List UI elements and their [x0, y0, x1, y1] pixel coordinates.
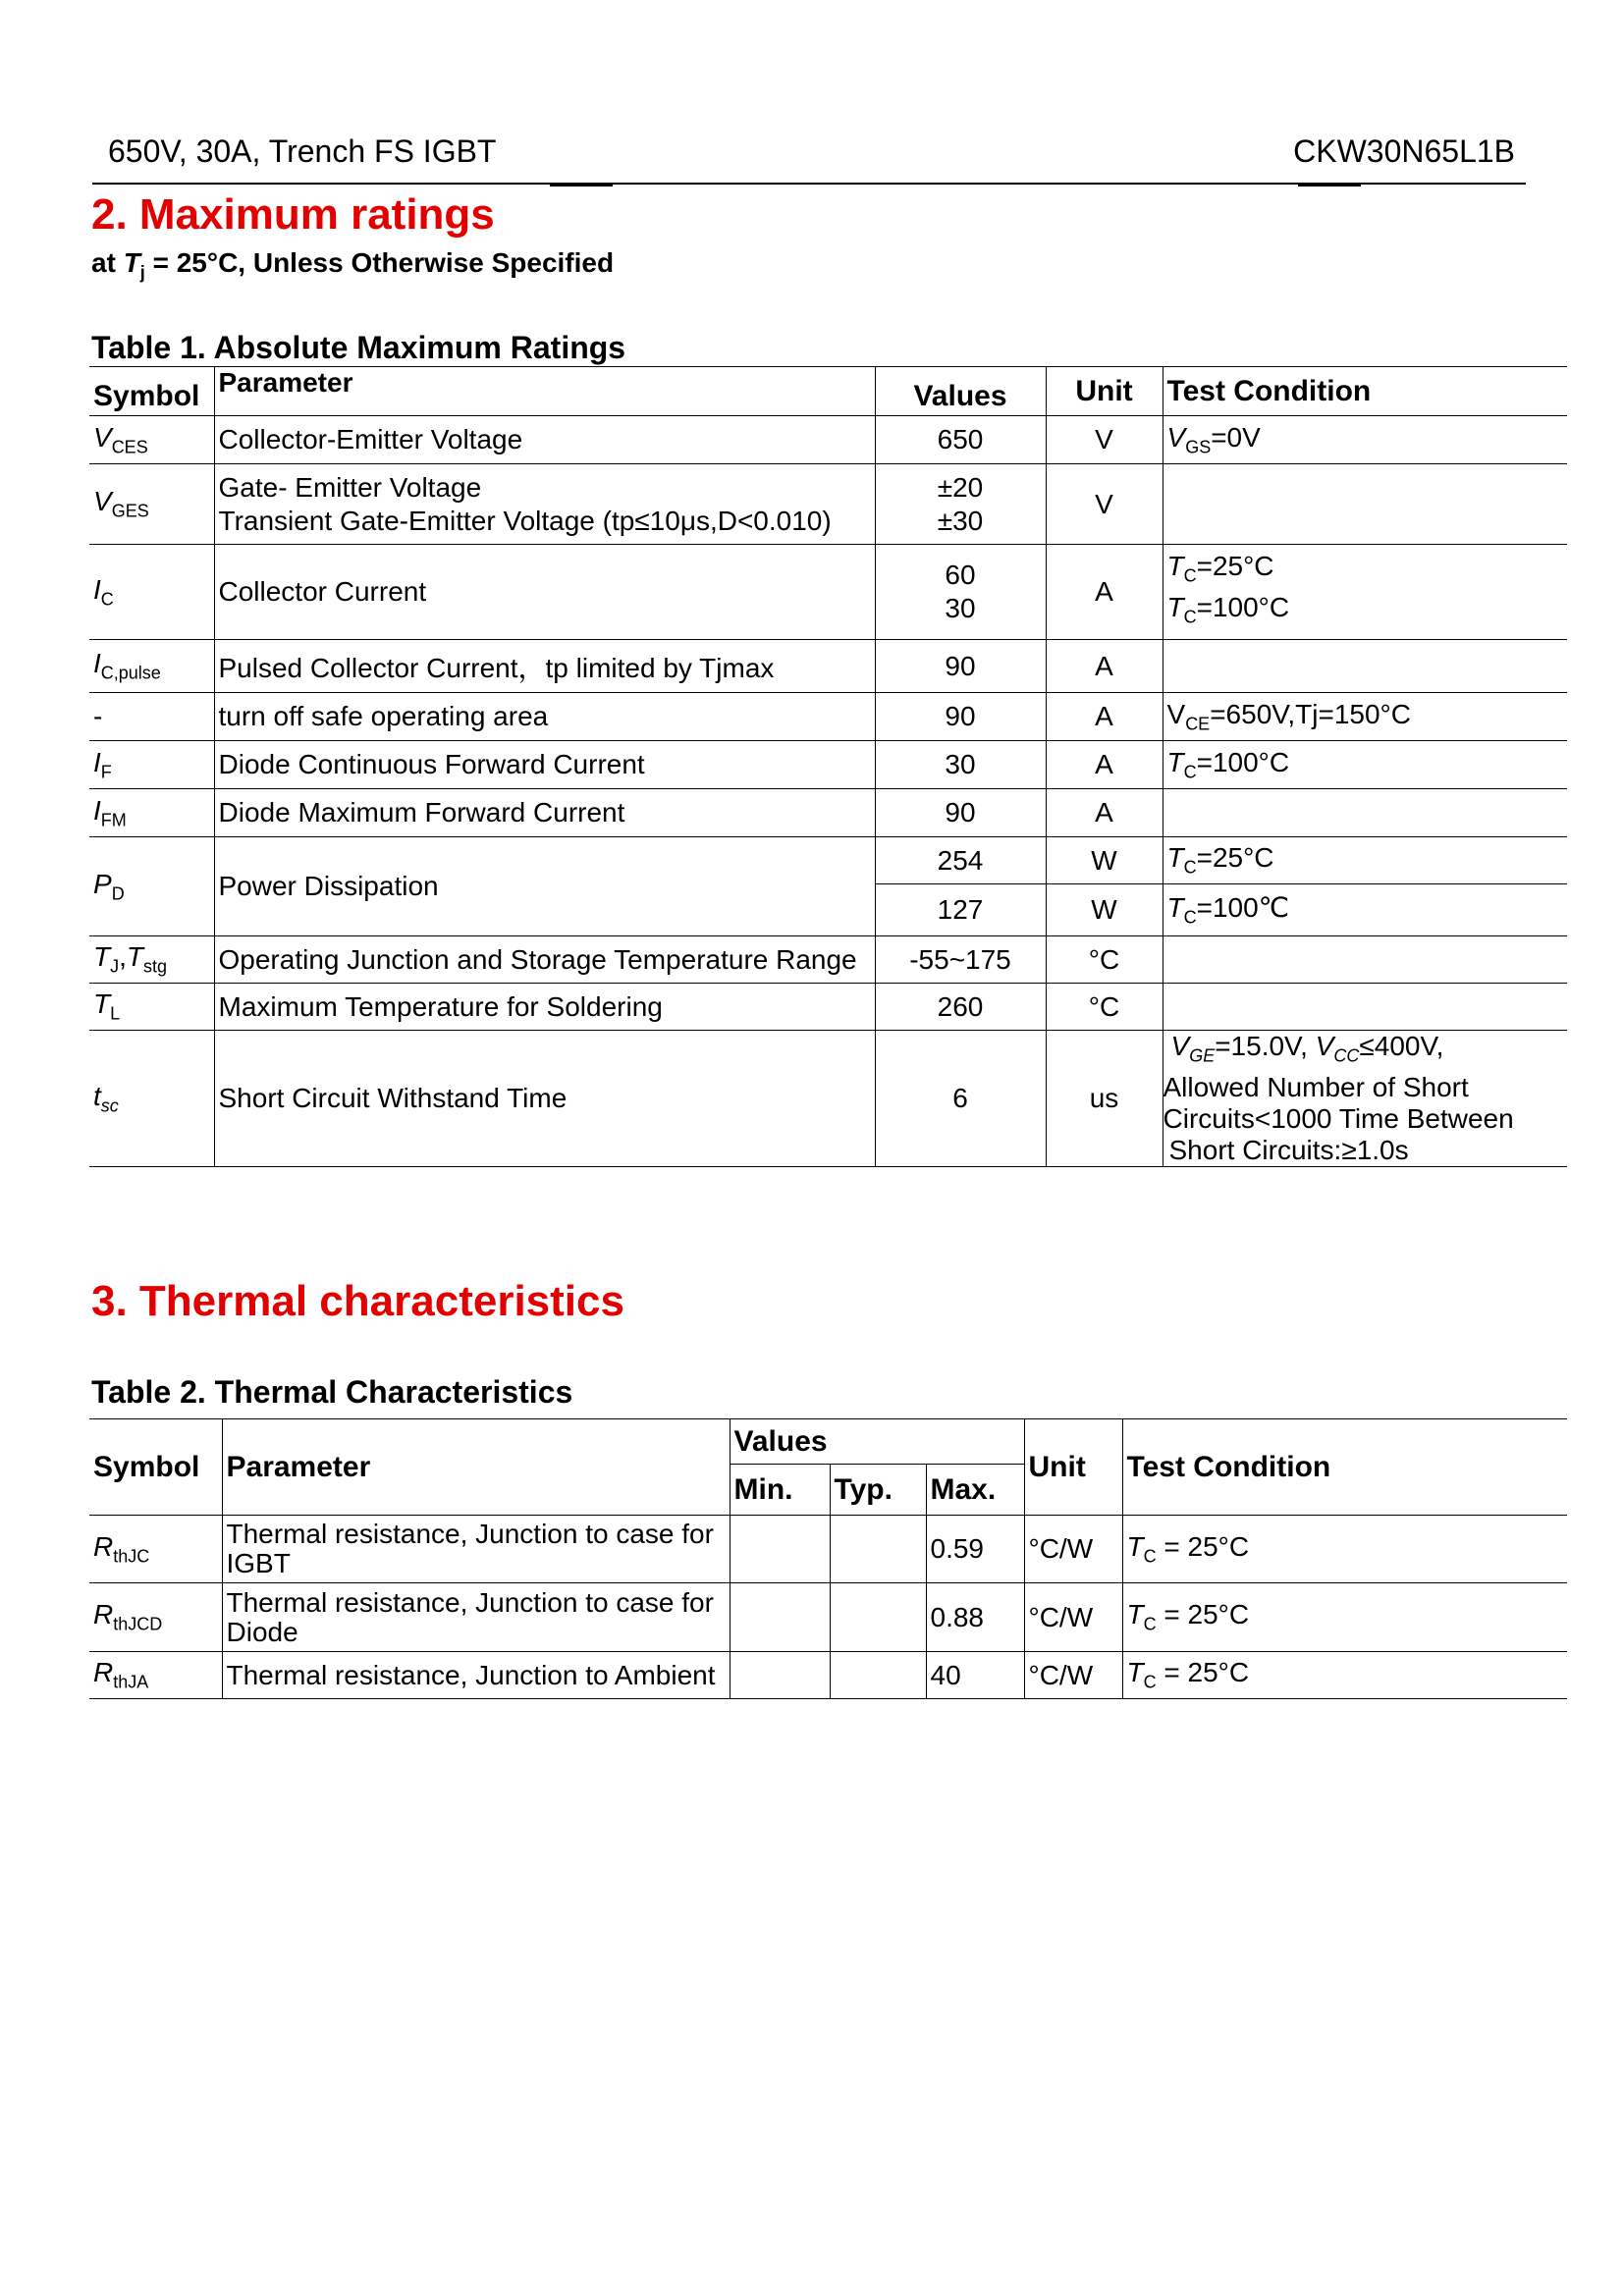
unit-cell: A: [1046, 789, 1163, 837]
value-cell: -55~175: [875, 936, 1046, 984]
col-parameter: Parameter: [222, 1419, 730, 1516]
col-unit: Unit: [1024, 1419, 1122, 1516]
condition-cell: [1163, 936, 1567, 984]
condition-cell: $T_C = 25^\circ C$: [1126, 1599, 1250, 1634]
table-header-row: [89, 1419, 1567, 1465]
table-header-row: [89, 367, 1567, 416]
absolute-maximum-ratings-table: [89, 366, 1567, 1167]
parameter-cell: Gate- Emitter Voltage Transient Gate-Emitter Voltage (tp≤10μs,D<0.010): [214, 464, 875, 545]
symbol-cell: $T_L$: [89, 984, 214, 1031]
table-row: [89, 464, 1567, 545]
typ-cell: [830, 1516, 926, 1583]
unit-cell: A: [1046, 640, 1163, 693]
value-cell: 30: [875, 741, 1046, 789]
unit-cell: V: [1046, 464, 1163, 545]
table-row: [89, 416, 1567, 464]
table-row: [89, 936, 1567, 984]
unit-cell: A: [1046, 693, 1163, 741]
parameter-cell: Operating Junction and Storage Temperature Range: [214, 936, 875, 984]
value-cell: 90: [875, 640, 1046, 693]
parameter-cell: Diode Maximum Forward Current: [214, 789, 875, 837]
parameter-cell: Thermal resistance, Junction to Ambient: [222, 1652, 730, 1699]
condition-cell: [1163, 984, 1567, 1031]
symbol-cell: $T_J,T_{stg}$: [89, 936, 214, 984]
min-cell: [730, 1516, 830, 1583]
max-cell: 0.59: [926, 1516, 1024, 1583]
value-cell: 650: [875, 416, 1046, 464]
parameter-cell: Pulsed Collector Current，tp limited by Tjmax: [214, 640, 875, 693]
table-row: [89, 640, 1567, 693]
unit-cell: W: [1046, 884, 1163, 936]
table-row: [89, 984, 1567, 1031]
condition-cell: [1163, 464, 1567, 545]
condition-cell: $T_C = 25^\circ C$: [1126, 1530, 1250, 1567]
condition-cell: $V_{GS}=0V$: [1166, 421, 1261, 457]
unit-cell: us: [1046, 1031, 1163, 1167]
unit-cell: A: [1046, 741, 1163, 789]
symbol-cell: $I_{C,pulse}$: [89, 640, 214, 693]
symbol-cell: -: [89, 693, 214, 741]
section-2-title: 2. Maximum ratings: [91, 190, 495, 239]
table-row: [89, 741, 1567, 789]
symbol-cell: $R_{thJCD}$: [89, 1583, 222, 1652]
typ-cell: [830, 1652, 926, 1699]
symbol-cell: $V_{CES}$: [89, 416, 214, 464]
parameter-cell: Diode Continuous Forward Current: [214, 741, 875, 789]
condition-cell: [1163, 789, 1567, 837]
typ-cell: [830, 1583, 926, 1652]
col-values: Values: [875, 367, 1046, 416]
parameter-cell: Collector-Emitter Voltage: [214, 416, 875, 464]
header-rule-accent: [550, 183, 613, 187]
symbol-cell: $R_{thJA}$: [89, 1652, 222, 1699]
col-typ: Typ.: [830, 1465, 926, 1516]
value-cell: 260: [875, 984, 1046, 1031]
col-min: Min.: [730, 1465, 830, 1516]
symbol-cell: $I_{FM}$: [89, 789, 214, 837]
col-unit: Unit: [1046, 367, 1163, 416]
col-parameter: Parameter: [214, 367, 875, 416]
unit-cell: A: [1046, 545, 1163, 640]
parameter-cell: Maximum Temperature for Soldering: [214, 984, 875, 1031]
header-title: 650V, 30A, Trench FS IGBT: [108, 133, 497, 169]
symbol-cell: $I_C$: [89, 545, 214, 640]
value-cell: 90: [875, 789, 1046, 837]
thermal-characteristics-table: [89, 1418, 1567, 1699]
max-cell: 40: [926, 1652, 1024, 1699]
header-part-number: CKW30N65L1B: [1293, 133, 1515, 169]
col-max: Max.: [926, 1465, 1024, 1516]
col-symbol: Symbol: [89, 1419, 222, 1516]
condition-cell: $V_{GE}=15.0V$, $V_{CC}\le 400V$, Allowed Number of Short Circuits<1000 Time Between Short Circuits:≥1.0s: [1163, 1031, 1514, 1165]
table-row: [89, 1031, 1567, 1167]
table-row: [89, 1516, 1567, 1583]
condition-cell: $T_C=100℃$: [1166, 892, 1290, 928]
parameter-cell: Power Dissipation: [214, 837, 875, 936]
parameter-cell: Thermal resistance, Junction to case for Diode: [222, 1583, 730, 1652]
unit-cell: °C/W: [1024, 1583, 1122, 1652]
value-cell: 6: [875, 1031, 1046, 1167]
condition-cell: $T_C=25^\circ C$: [1166, 842, 1274, 878]
symbol-cell: $V_{GES}$: [89, 464, 214, 545]
symbol-cell: $I_F$: [89, 741, 214, 789]
table-row: [89, 693, 1567, 741]
col-symbol: Symbol: [89, 367, 214, 416]
parameter-cell: Collector Current: [214, 545, 875, 640]
section-3-title: 3. Thermal characteristics: [91, 1277, 624, 1325]
parameter-cell: Thermal resistance, Junction to case for IGBT: [222, 1516, 730, 1583]
header-rule-accent: [1298, 183, 1361, 187]
symbol-cell: $R_{thJC}$: [89, 1516, 222, 1583]
value-cell: 254: [875, 837, 1046, 884]
table-row: [89, 1583, 1567, 1652]
symbol-cell: $t_{sc}$: [89, 1031, 214, 1167]
value-cell: 127: [875, 884, 1046, 936]
condition-cell: $T_C=25^\circ C$ $T_C=100^\circ C$: [1166, 551, 1290, 627]
condition-cell: $V_{CE}=650V,Tj=150^\circ C$: [1166, 698, 1411, 734]
col-test-condition: Test Condition: [1122, 1419, 1567, 1516]
section-2-note: at $T_j = 25^\circ C$, Unless Otherwise Specified: [91, 247, 615, 283]
col-test-condition: Test Condition: [1166, 374, 1372, 407]
min-cell: [730, 1583, 830, 1652]
condition-cell: $T_C = 25^\circ C$: [1126, 1657, 1250, 1692]
parameter-cell: Short Circuit Withstand Time: [214, 1031, 875, 1167]
col-values: Values: [730, 1419, 1024, 1465]
table-row: [89, 837, 1567, 884]
condition-cell: $T_C=100^\circ C$: [1166, 746, 1290, 782]
unit-cell: V: [1046, 416, 1163, 464]
unit-cell: °C/W: [1024, 1516, 1122, 1583]
parameter-cell: turn off safe operating area: [214, 693, 875, 741]
value-cell: 90: [875, 693, 1046, 741]
unit-cell: °C: [1046, 984, 1163, 1031]
unit-cell: W: [1046, 837, 1163, 884]
value-cell: ±20 ±30: [875, 464, 1046, 545]
value-cell: 60 30: [875, 545, 1046, 640]
unit-cell: °C/W: [1024, 1652, 1122, 1699]
min-cell: [730, 1652, 830, 1699]
table-row: [89, 545, 1567, 640]
condition-cell: [1163, 640, 1567, 693]
table-2-caption: Table 2. Thermal Characteristics: [91, 1374, 573, 1410]
symbol-cell: $P_D$: [89, 837, 214, 936]
max-cell: 0.88: [926, 1583, 1024, 1652]
table-row: [89, 789, 1567, 837]
table-row: [89, 1652, 1567, 1699]
unit-cell: °C: [1046, 936, 1163, 984]
table-1-caption: Table 1. Absolute Maximum Ratings: [91, 330, 626, 365]
